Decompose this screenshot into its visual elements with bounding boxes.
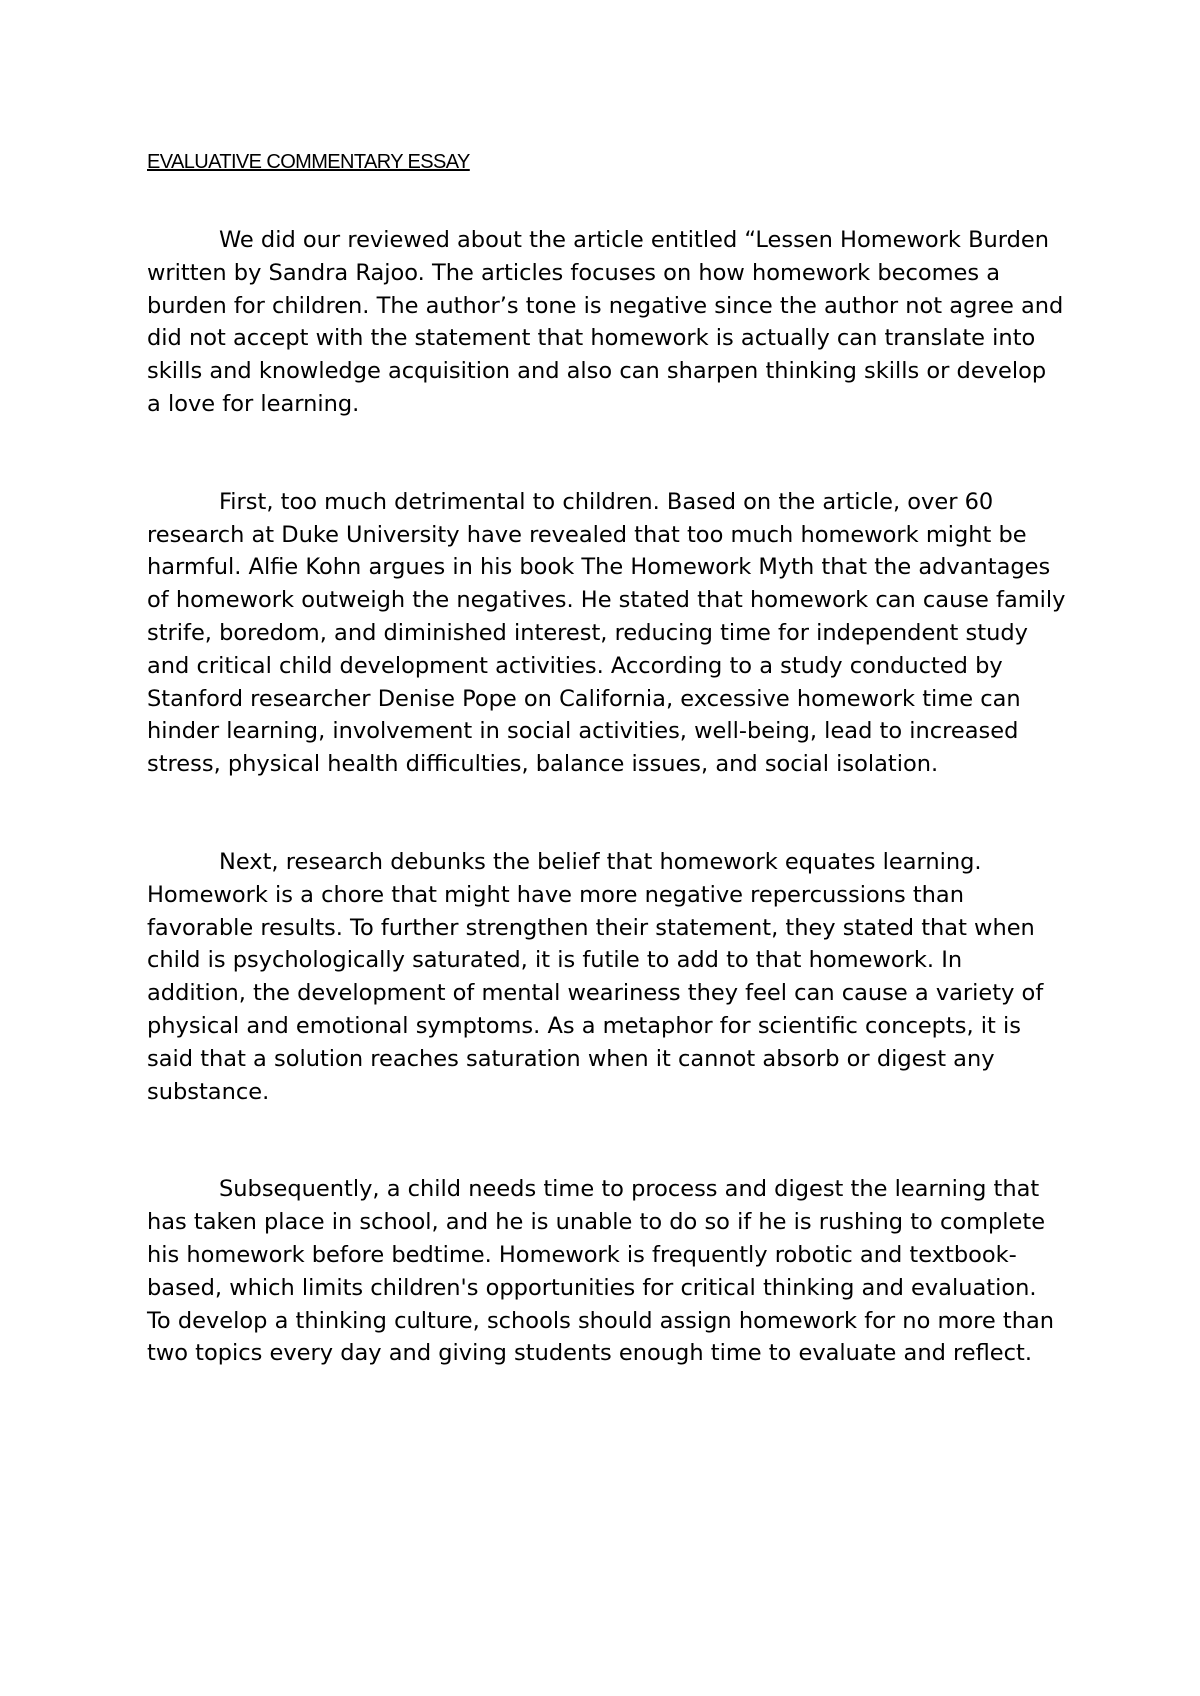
document-body <box>147 148 1067 1435</box>
paragraph-second-point: Next, research debunks the belief that homework equates learning. Homework is a chore that might have more negative repercussions than favorable results. To further strengthen their statement, they stated that when child is psychologically saturated, it is futile to add to that homework. In addition, the development of mental weariness they feel can cause a variety of physical and emotional symptoms. As a metaphor for scientific concepts, it is said that a solution reaches saturation when it cannot absorb or digest any substance. <box>147 848 1044 1105</box>
paragraph-first-point: First, too much detrimental to children. Based on the article, over 60 research at Duke University have revealed that too much homework might be harmful. Alfie Kohn argues in his book The Homework Myth that the advantages of homework outweigh the negatives. He stated that homework can cause family strife, boredom, and diminished interest, reducing time for independent study and critical child development activities. According to a study conducted by Stanford researcher Denise Pope on California, excessive homework time can hinder learning, involvement in social activities, well-being, lead to increased stress, physical health difficulties, balance issues, and social isolation. <box>147 488 1066 778</box>
essay-title: EVALUATIVE COMMENTARY ESSAY <box>147 151 470 173</box>
paragraph-third-point: Subsequently, a child needs time to process and digest the learning that has taken place in school, and he is unable to do so if he is rushing to complete his homework before bedtime. Homework is frequently robotic and textbook-based, which limits children's opportunities for critical thinking and evaluation. To develop a thinking culture, schools should assign homework for no more than two topics every day and giving students enough time to evaluate and reflect. <box>147 1176 1055 1367</box>
paragraph-intro: We did our reviewed about the article entitled “Lessen Homework Burden written by Sandra Rajoo. The articles focuses on how homework becomes a burden for children. The author’s tone is negative since the author not agree and did not accept with the statement that homework is actually can translate into skills and knowledge acquisition and also can sharpen thinking skills or develop a love for learning. <box>147 227 1064 417</box>
